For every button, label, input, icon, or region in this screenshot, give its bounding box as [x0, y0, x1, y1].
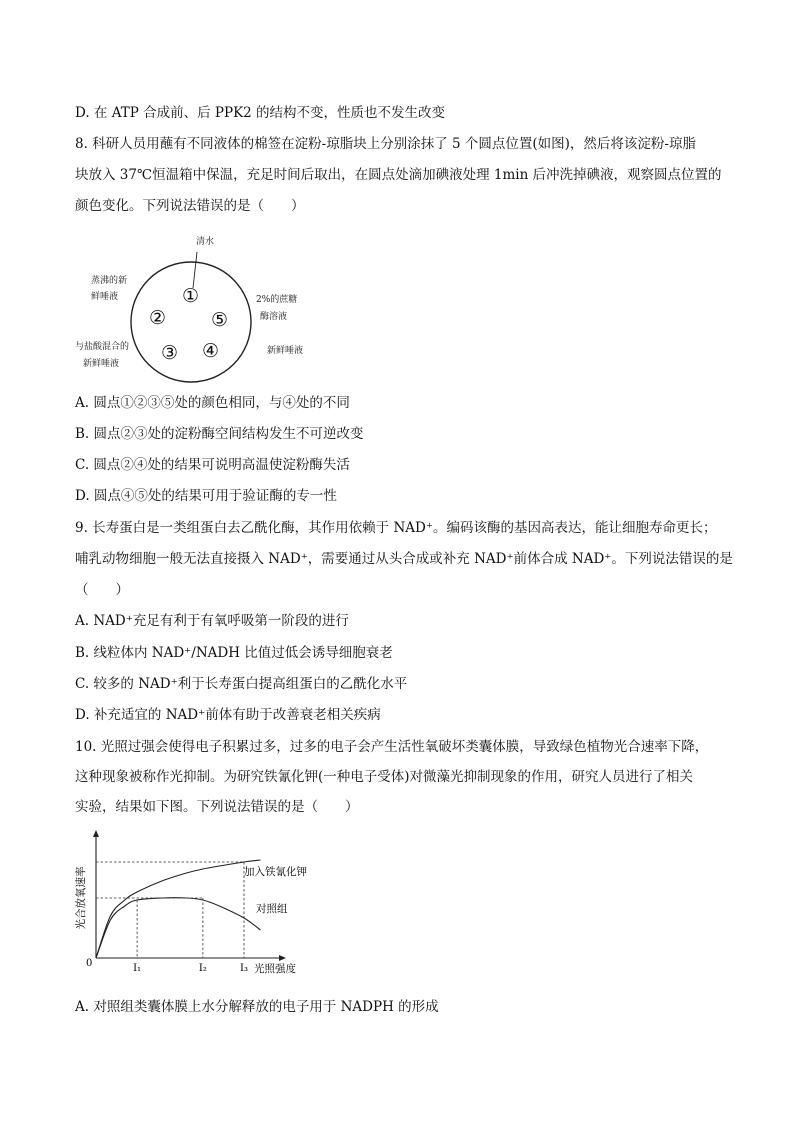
x-axis-label: 光照强度: [254, 963, 296, 975]
q9-option-b: B. 线粒体内 NAD⁺/NADH 比值过低会诱导细胞衰老: [75, 645, 393, 661]
q10-option-a: A. 对照组类囊体膜上水分解释放的电子用于 NADPH 的形成: [75, 999, 439, 1015]
y-axis-label: 光合放氧速率: [75, 866, 87, 930]
label-clear-water: 清水: [196, 237, 215, 247]
q7-option-d: D. 在 ATP 合成前、后 PPK2 的结构不变，性质也不发生改变: [75, 105, 446, 121]
series-label-ferricyanide: 加入铁氰化钾: [244, 866, 307, 878]
q8-option-a: A. 圆点①②③⑤处的颜色相同，与④处的不同: [75, 395, 350, 411]
q9-stem-line-1: 9. 长寿蛋白是一类组蛋白去乙酰化酶，其作用依赖于 NAD⁺。编码该酶的基因高表达，能让细胞寿命更长；: [75, 520, 717, 536]
dot-3: ③: [161, 342, 179, 364]
q10-chart: [70, 830, 307, 978]
dot-1: ①: [182, 285, 200, 307]
q8-figure-svg: [60, 230, 380, 380]
dot-4: ④: [202, 340, 220, 362]
label-sucrase-2: 酶溶液: [260, 312, 288, 322]
q9-stem-line-2: 哺乳动物细胞一般无法直接摄入 NAD⁺，需要通过从头合成或补充 NAD⁺前体合成 NAD⁺。下列说法错误的是: [75, 551, 733, 567]
dot-5: ⑤: [211, 309, 229, 331]
q9-option-a: A. NAD⁺充足有利于有氧呼吸第一阶段的进行: [75, 613, 349, 629]
label-acid-saliva-2: 新鲜唾液: [83, 359, 120, 369]
q8-option-d: D. 圆点④⑤处的结果可用于验证酶的专一性: [75, 488, 337, 504]
label-sucrase-1: 2%的蔗糖: [256, 295, 298, 305]
label-boiled-saliva-1: 蒸沸的新: [91, 276, 128, 286]
x-axis-arrow: [279, 955, 286, 961]
q10-stem-line-1: 10. 光照过强会使得电子积累过多，过多的电子会产生活性氧破坏类囊体膜，导致绿色植物光合速率下降，: [75, 739, 709, 755]
label-acid-saliva-1: 与盐酸混合的: [75, 342, 130, 352]
origin-label: 0: [86, 958, 93, 969]
q8-option-c: C. 圆点②④处的结果可说明高温使淀粉酶失活: [75, 457, 350, 473]
x-tick-label-3: I₃: [240, 963, 248, 974]
label-fresh-saliva: 新鲜唾液: [267, 346, 304, 356]
q8-option-b: B. 圆点②③处的淀粉酶空间结构发生不可逆改变: [75, 426, 364, 442]
q9-option-d: D. 补充适宜的 NAD⁺前体有助于改善衰老相关疾病: [75, 707, 381, 723]
q10-stem-line-2: 这种现象被称作光抑制。为研究铁氰化钾(一种电子受体)对微藻光抑制现象的作用，研究人员进行了相关: [75, 769, 694, 785]
series-line-control: [96, 898, 260, 958]
label-boiled-saliva-2: 鲜唾液: [91, 292, 119, 302]
leader-line-1: [193, 252, 197, 288]
series-label-control: 对照组: [256, 903, 288, 915]
q8-stem-line-3: 颜色变化。下列说法错误的是（ ）: [75, 198, 305, 214]
x-tick-label-1: I₁: [133, 963, 142, 974]
q9-option-c: C. 较多的 NAD⁺利于长寿蛋白提高组蛋白的乙酰化水平: [75, 676, 408, 692]
q8-figure: [60, 230, 380, 380]
y-axis-arrow: [93, 830, 99, 837]
x-tick-label-2: I₂: [198, 963, 207, 974]
q10-stem-line-3: 实验，结果如下图。下列说法错误的是（ ）: [75, 799, 359, 815]
q8-stem-line-2: 块放入 37℃恒温箱中保温，充足时间后取出，在圆点处滴加碘液处理 1min 后冲洗掉碘液，观察圆点位置的: [75, 167, 722, 183]
q8-stem-line-1: 8. 科研人员用蘸有不同液体的棉签在淀粉-琼脂块上分别涂抹了 5 个圆点位置(如图)，然后将该淀粉-琼脂: [75, 136, 696, 152]
dot-2: ②: [149, 307, 167, 329]
q9-stem-line-3: （ ）: [75, 582, 129, 598]
